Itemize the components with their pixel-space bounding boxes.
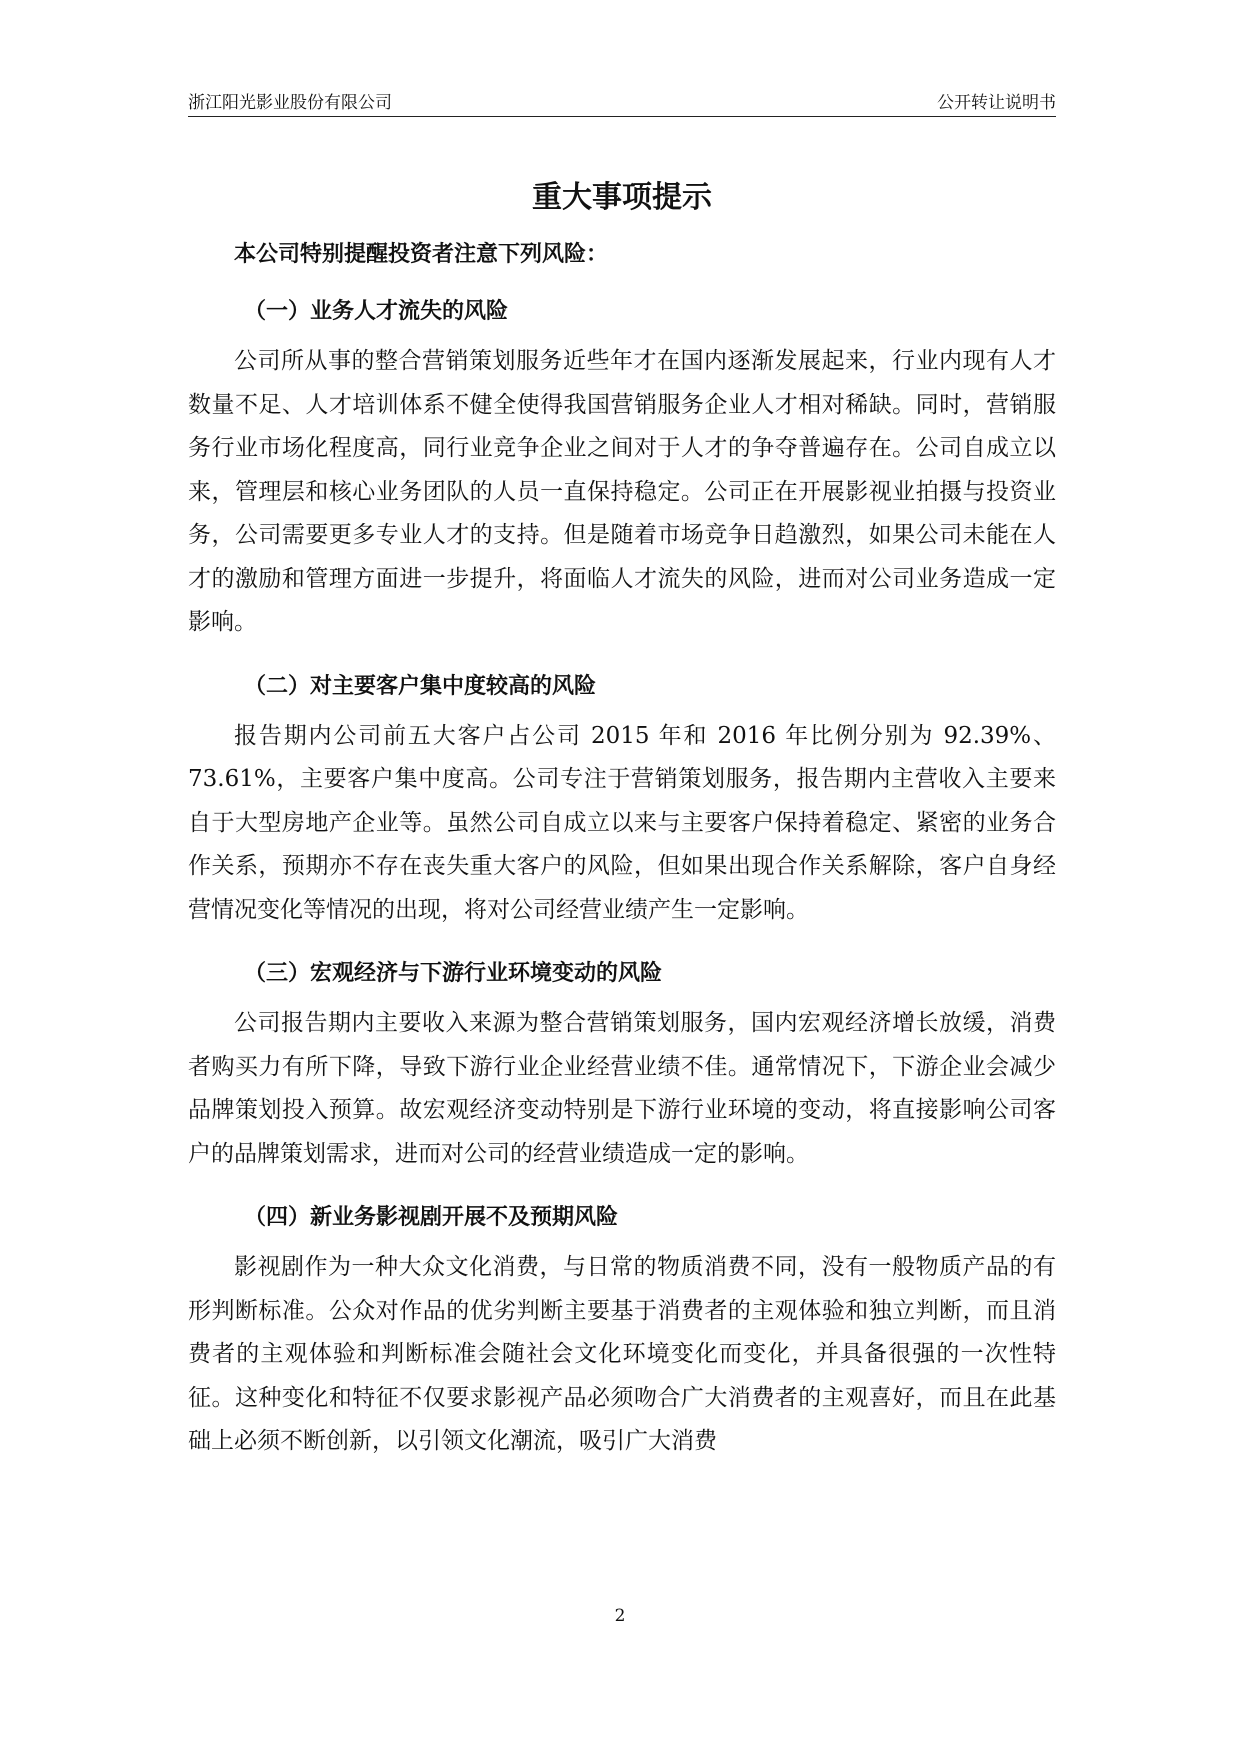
section-talent-risk — [188, 282, 1056, 645]
section-heading: （四）新业务影视剧开展不及预期风险 — [244, 1204, 619, 1230]
section-paragraph: 公司报告期内主要收入来源为整合营销策划服务，国内宏观经济增长放缓，消费者购买力有所下降，导致下游行业企业经营业绩不佳。通常情况下，下游企业会减少品牌策划投入预算。故宏观经济变动特别是下游行业环境的变动，将直接影响公司客户的品牌策划需求，进而对公司的经营业绩造成一定的影响。 — [188, 1010, 1056, 1167]
section-paragraph: 公司所从事的整合营销策划服务近些年才在国内逐渐发展起来，行业内现有人才数量不足、人才培训体系不健全使得我国营销服务企业人才相对稀缺。同时，营销服务行业市场化程度高，同行业竞争企业之间对于人才的争夺普遍存在。公司自成立以来，管理层和核心业务团队的人员一直保持稳定。公司正在开展影视业拍摄与投资业务，公司需要更多专业人才的支持。但是随着市场竞争日趋激烈，如果公司未能在人才的激励和管理方面进一步提升，将面临人才流失的风险，进而对公司业务造成一定影响。 — [188, 348, 1056, 635]
page-title: 重大事项提示 — [532, 180, 712, 215]
section-heading: （二）对主要客户集中度较高的风险 — [244, 672, 597, 699]
section-paragraph: 影视剧作为一种大众文化消费，与日常的物质消费不同，没有一般物质产品的有形判断标准。公众对作品的优劣判断主要基于消费者的主观体验和独立判断，而且消费者的主观体验和判断标准会随社会文化环境变化而变化，并具备很强的一次性特征。这种变化和特征不仅要求影视产品必须吻合广大消费者的主观喜好，而且在此基础上必须不断创新，以引领文化潮流，吸引广大消费 — [188, 1254, 1056, 1454]
section-heading: （三）宏观经济与下游行业环境变动的风险 — [244, 960, 663, 986]
page-number: 2 — [614, 1606, 626, 1626]
section-paragraph: 报告期内公司前五大客户占公司 2015 年和 2016 年比例分别为 92.39%、73.61%，主要客户集中度高。公司专注于营销策划服务，报告期内主营收入主要来自于大型房地产企业等。虽然公司自成立以来与主要客户保持着稳定、紧密的业务合作关系，预期亦不存在丧失重大客户的风险，但如果出现合作关系解除，客户自身经营情况变化等情况的出现，将对公司经营业绩产生一定影响。 — [188, 722, 1056, 923]
section-heading: （一）业务人才流失的风险 — [244, 298, 509, 324]
section-customer-concentration-risk — [188, 657, 1056, 933]
header-document-type: 公开转让说明书 — [937, 93, 1056, 113]
section-macro-economy-risk — [188, 944, 1056, 1176]
page-header — [188, 86, 1056, 117]
section-film-business-risk — [188, 1188, 1056, 1464]
intro-statement: 本公司特别提醒投资者注意下列风险： — [234, 241, 609, 267]
header-company-name: 浙江阳光影业股份有限公司 — [188, 93, 392, 113]
document-body — [188, 170, 1056, 1476]
